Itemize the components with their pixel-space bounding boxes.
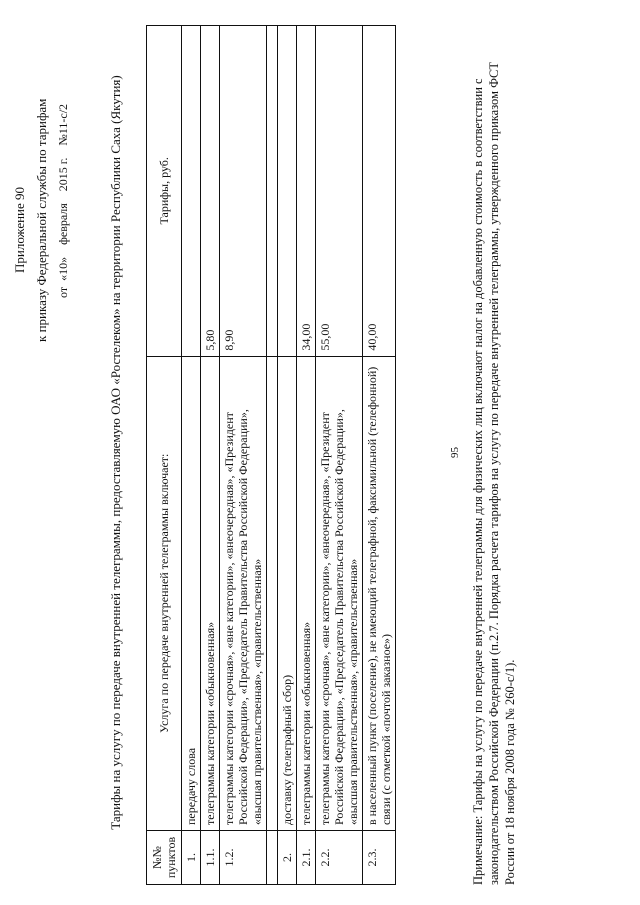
page-number: 95 — [449, 447, 461, 458]
row-number: 1.2. — [220, 831, 267, 885]
row-tariff — [278, 26, 297, 357]
appendix-label: Приложение 90 — [12, 186, 27, 273]
row-service: передачу слова — [182, 356, 201, 830]
row-service: телеграммы категории «срочная», «вне категории», «внеочередная», «Президент Российской Федерации», «Председатель Правительства Российской Федерации», «высшая правительственная», «правительственная» — [220, 356, 267, 830]
column-header-service: Услуга по передаче внутренней телеграммы включает: — [147, 356, 182, 830]
order-year: 2015 г. — [56, 157, 70, 192]
table-row — [220, 26, 267, 885]
row-number: 2.3. — [363, 831, 396, 885]
row-tariff: 40,00 — [363, 26, 396, 357]
order-date-number — [56, 104, 71, 298]
table-row — [278, 26, 297, 885]
row-number: 1.1. — [201, 831, 220, 885]
row-tariff: 8,90 — [220, 26, 267, 357]
order-day: «10» — [56, 256, 70, 281]
row-service: в населенный пункт (поселение), не имеющий телеграфной, факсимильной (телефонной) связи (с отметкой «почтой заказное») — [363, 356, 396, 830]
row-service: телеграммы категории «обыкновенная» — [297, 356, 316, 830]
column-header-number: №№ пунктов — [147, 831, 182, 885]
row-service: телеграммы категории «срочная», «вне категории», «внеочередная», «Президент Российской Федерации», «Председатель Правительства Российской Федерации», «высшая правительственная», «правительственная» — [316, 356, 363, 830]
order-from: от — [56, 286, 70, 298]
tariff-table — [146, 25, 396, 885]
table-row — [182, 26, 201, 885]
table-row — [297, 26, 316, 885]
row-number: 2.2. — [316, 831, 363, 885]
order-number: №11-с/2 — [56, 103, 70, 146]
column-header-tariff: Тарифы, руб. — [147, 26, 182, 357]
table-row — [316, 26, 363, 885]
row-tariff: 34,00 — [297, 26, 316, 357]
row-number: 2.1. — [297, 831, 316, 885]
order-month: февраля — [56, 203, 70, 245]
table-spacer-row — [267, 26, 278, 885]
order-reference: к приказу Федеральной службы по тарифам — [34, 98, 49, 342]
row-service: доставку (телеграфный сбор) — [278, 356, 297, 830]
table-row — [363, 26, 396, 885]
row-number: 1. — [182, 831, 201, 885]
row-number: 2. — [278, 831, 297, 885]
document-title: Тарифы на услугу по передаче внутренней телеграммы, предоставляемую ОАО «Ростелеком» на территории Республики Саха (Якутия) — [108, 75, 123, 830]
row-tariff — [182, 26, 201, 357]
row-tariff: 5,80 — [201, 26, 220, 357]
table-header-row — [147, 26, 182, 885]
table-row — [201, 26, 220, 885]
row-tariff: 55,00 — [316, 26, 363, 357]
footnote-note: Примечание: Тарифы на услугу по передаче внутренней телеграммы для физических лиц включают налог на добавленную стоимость в соответствии с законодательством Российской Федерации (п.2.7. Порядка расчета тарифов на услугу по передаче внутренней телеграммы, утвержденного приказом ФСТ России от 18 ноября 2008 года № 260-с/1). — [471, 62, 517, 885]
row-service: телеграммы категории «обыкновенная» — [201, 356, 220, 830]
